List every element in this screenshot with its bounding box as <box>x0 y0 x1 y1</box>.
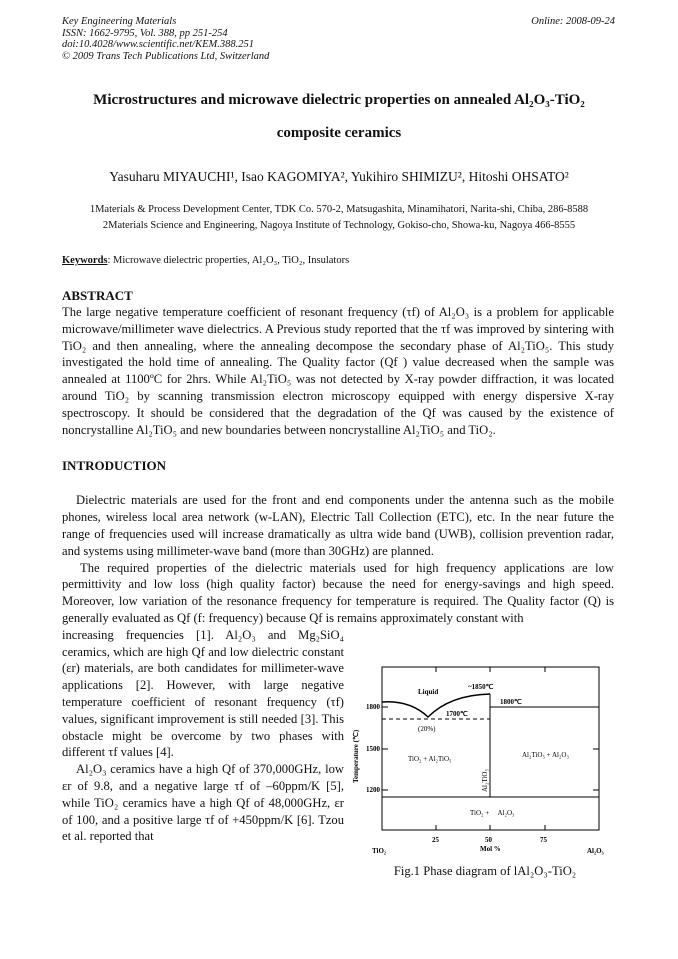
title-line-1: Microstructures and microwave dielectric properties on annealed Al₂O₃-TiO₂ <box>93 92 585 108</box>
ytick-1800: 1800 <box>366 703 380 711</box>
intro-paragraph-3: Al₂O₃ ceramics have a high Qf of 370,000GHz, low εr of 9.8, and a negative large τf of –60ppm/K [5], while TiO₂ ceramics have a high Qf of 48,000GHz, εr of 100, and a positive large τf of +450ppm/K [6]. Tzou et al. reported that <box>62 762 344 844</box>
left-column <box>62 627 344 845</box>
phase-diagram <box>350 665 620 860</box>
title-line-2: composite ceramics <box>276 125 402 141</box>
xtick-25: 25 <box>432 836 439 844</box>
y-axis-label: Temperature (℃) <box>352 729 360 783</box>
keywords <box>62 255 349 266</box>
x-axis-label: Mol % <box>480 845 501 853</box>
keywords-text: : Microwave dielectric properties, Al₂O₃, TiO₂, Insulators <box>107 255 350 266</box>
liquidus-curve <box>382 694 490 717</box>
doi: doi:10.4028/www.scientific.net/KEM.388.251 <box>62 39 254 50</box>
intro-paragraph-1: Dielectric materials are used for the front and end components under the antenna such as the mobile phones, wireless local area network (w-LAN), Electric Tall Collection (ETC), etc. In the near future the range of frequencies used will increase dramatically as ultra wide band (UWB), collision prevention radar, and systems using millimeter-wave band (more than 30GHz) are planned. <box>62 493 614 558</box>
journal-info <box>62 16 269 62</box>
ytick-1200: 1200 <box>366 786 380 794</box>
copyright: © 2009 Trans Tech Publications Ltd, Switzerland <box>62 50 270 62</box>
x-right-label: Al₂O₃ <box>587 847 604 855</box>
abstract-text: The large negative temperature coefficient of resonant frequency (τf) of Al₂O₃ is a problem for applicable microwave/millimeter wave dielectrics. A Previous study reported that the τf was improved by sintering with TiO₂ and then annealing, where the annealing decompose the secondary phase of Al₂TiO₅. This study investigated the hold time of annealing. The Quality factor (Qf ) value decreased when the sample was annealed at 1100ºC for 2hrs. While Al₂TiO₅ was not detected by X-ray powder diffraction, it was located around TiO₂ by scanning transmission electron microscopy equipped with energy dispersive X-ray spectroscopy. It should be considered that the degradation of the Qf was caused by the existence of noncrystalline Al₂TiO₅ and new boundaries between noncrystalline Al₂TiO₅ and TiO₂. <box>62 305 614 437</box>
label-1700: 1700℃ <box>446 710 468 718</box>
figure-caption: Fig.1 Phase diagram of lAl₂O₃-TiO₂ <box>393 864 577 878</box>
label-compound: Al₂TiO₅ <box>481 769 489 792</box>
abstract-heading: ABSTRACT <box>62 288 133 303</box>
journal-name: Key Engineering Materials <box>62 16 177 27</box>
affiliation-2: 2Materials Science and Engineering, Nagoya Institute of Technology, Gokiso-cho, Showa-ku, Nagoya 466-8555 <box>102 220 576 231</box>
label-region-right: Al₂TiO₅ + Al₂O₃ <box>522 751 569 759</box>
label-liquid: Liquid <box>418 688 439 696</box>
intro-paragraph-2-cont: increasing frequencies [1]. Al₂O₃ and Mg₂SiO₄ ceramics, which are high Qf and low dielectric constant (εr) materials, are both candidates for millimeter-wave applications [2]. However, with large negative temperature coefficient of resonant frequency (τf) values, significant improvement is still needed [3]. This obstacle might be overcome by two phases with different τf values [4]. <box>62 627 344 760</box>
online-date: Online: 2008-09-24 <box>531 16 615 27</box>
x-left-label: TiO₂ <box>372 847 387 855</box>
label-eutectic: (20%) <box>418 725 436 733</box>
affiliation-1: 1Materials & Process Development Center, TDK Co. 570-2, Matsugashita, Minamihatori, Narita-shi, Chiba, 286-8588 <box>89 204 589 215</box>
introduction-heading: INTRODUCTION <box>62 458 167 474</box>
label-1800: 1800℃ <box>500 698 522 706</box>
label-region-bottom: TiO₂ + Al₂O₃ <box>470 809 515 817</box>
label-region-left: TiO₂ + Al₂TiO₅ <box>408 755 452 763</box>
keywords-label: Keywords <box>62 255 108 266</box>
xtick-50: 50 <box>485 836 492 844</box>
xtick-75: 75 <box>540 836 547 844</box>
label-1850: ~1850℃ <box>468 683 494 691</box>
authors: Yasuharu MIYAUCHI¹, Isao KAGOMIYA², Yukihiro SHIMIZU², Hitoshi OHSATO² <box>109 169 569 184</box>
ytick-1500: 1500 <box>366 745 380 753</box>
issn: ISSN: 1662-9795, Vol. 388, pp 251-254 <box>62 27 228 39</box>
intro-paragraph-2: The required properties of the dielectric materials used for high frequency applications are low permittivity and low loss (high quality factor) because the need for energy-savings and high speed. Moreover, low variation of the resonance frequency for temperature is required. The Quality factor (Q) is generally evaluated as Qf (f: frequency) because Qf is remains approximately constant with <box>62 560 614 625</box>
